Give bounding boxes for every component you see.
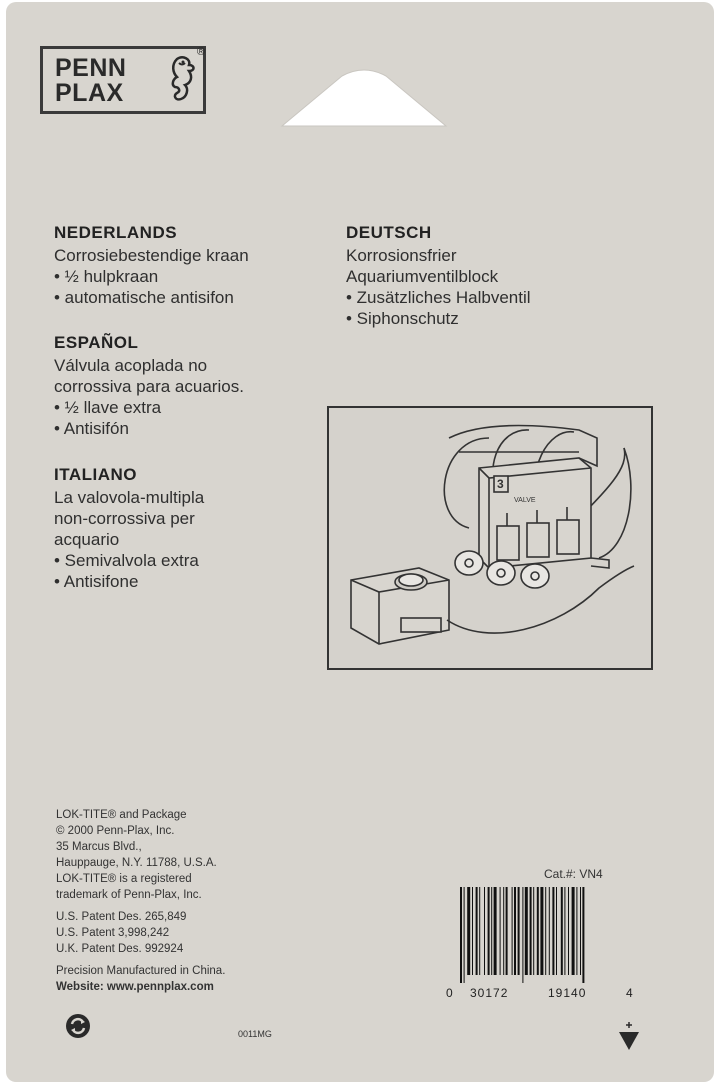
section-nederlands: [54, 222, 249, 308]
barcode-digit-4: 4: [626, 986, 633, 1000]
logo-line-2: PLAX: [55, 79, 124, 107]
section-deutsch: [346, 222, 531, 329]
legal-line: 35 Marcus Blvd.,: [56, 841, 142, 853]
section-title: ESPAÑOL: [54, 333, 139, 352]
barcode-bar: [582, 887, 584, 983]
product-illustration: [327, 406, 653, 670]
text-line: corrossiva para acuarios.: [54, 377, 244, 396]
package-back-card: [6, 2, 714, 1082]
barcode-bar: [500, 887, 501, 975]
barcode-bar: [572, 887, 575, 975]
barcode-digit-1: 0: [446, 986, 453, 1000]
barcode-bar: [472, 887, 473, 975]
barcode-bar: [503, 887, 504, 975]
section-title: NEDERLANDS: [54, 223, 178, 242]
text-line: Korrosionsfrier: [346, 246, 457, 265]
legal-line: LOK-TITE® and Package: [56, 809, 187, 821]
patent-line: U.K. Patent Des. 992924: [56, 943, 184, 955]
barcode-bar: [549, 887, 550, 975]
barcode-bar: [479, 887, 480, 975]
barcode-digits-3: 19140: [548, 986, 587, 1000]
text-line: Aquariumventilblock: [346, 267, 499, 286]
legal-block: [56, 807, 225, 995]
patent-line: U.S. Patent Des. 265,849: [56, 911, 187, 923]
barcode-bar: [576, 887, 577, 975]
barcode-bar: [533, 887, 534, 975]
valve-number: 3: [497, 477, 504, 491]
penn-plax-logo: [40, 46, 206, 114]
valve-label: VALVE: [514, 497, 536, 504]
hang-hole: [272, 68, 456, 128]
down-triangle-icon: [617, 1022, 641, 1052]
text-line: • ½ hulpkraan: [54, 267, 159, 286]
barcode-bar: [518, 887, 520, 975]
barcode-bar: [522, 887, 523, 983]
barcode-bar: [506, 887, 508, 975]
legal-line: © 2000 Penn-Plax, Inc.: [56, 825, 175, 837]
valve-pump-drawing: [329, 408, 651, 668]
barcode-bar: [488, 887, 490, 975]
website-line: Website: www.pennplax.com: [56, 981, 214, 993]
barcode-bar: [556, 887, 557, 975]
print-code: 0011MG: [238, 1029, 272, 1039]
section-title: DEUTSCH: [346, 223, 432, 242]
barcode-bar: [540, 887, 543, 975]
barcode: [446, 885, 636, 1000]
text-line: Válvula acoplada no: [54, 356, 208, 375]
barcode-bar: [467, 887, 470, 975]
text-line: La valovola-multipla: [54, 488, 205, 507]
catalog-number: Cat.#: VN4: [544, 867, 603, 881]
seahorse-icon: [163, 53, 199, 109]
barcode-digits-2: 30172: [470, 986, 509, 1000]
legal-line: Hauppauge, N.Y. 11788, U.S.A.: [56, 857, 217, 869]
text-line: • Zusätzliches Halbventil: [346, 288, 531, 307]
patent-line: U.S. Patent 3,998,242: [56, 927, 170, 939]
barcode-bar: [537, 887, 539, 975]
text-line: • automatische antisifon: [54, 288, 234, 307]
barcode-bar: [564, 887, 565, 975]
barcode-bar: [514, 887, 516, 975]
text-line: • Antisifón: [54, 419, 129, 438]
section-espanol: [54, 332, 244, 439]
barcode-bar: [484, 887, 485, 975]
barcode-bar: [525, 887, 528, 975]
barcode-bar: [545, 887, 546, 975]
barcode-bar: [464, 887, 465, 983]
barcode-bar: [580, 887, 581, 975]
text-line: acquario: [54, 530, 120, 549]
barcode-bar: [476, 887, 478, 975]
section-title: ITALIANO: [54, 465, 138, 484]
section-italiano: [54, 464, 204, 592]
recycle-icon: [64, 1012, 92, 1040]
barcode-bar: [568, 887, 569, 975]
logo-line-1: PENN: [55, 54, 127, 82]
barcode-bar: [552, 887, 554, 975]
text-line: non-corrossiva per: [54, 509, 195, 528]
barcode-bar: [491, 887, 492, 975]
text-line: • Antisifone: [54, 572, 139, 591]
text-line: • Semivalvola extra: [54, 551, 199, 570]
barcode-bar: [530, 887, 532, 975]
text-line: • Siphonschutz: [346, 309, 459, 328]
text-line: • ½ llave extra: [54, 398, 162, 417]
registered-mark: ®: [196, 46, 205, 58]
barcode-bar: [512, 887, 513, 975]
legal-line: trademark of Penn-Plax, Inc.: [56, 889, 202, 901]
barcode-bar: [460, 887, 462, 983]
legal-line: LOK-TITE® is a registered: [56, 873, 192, 885]
made-in-line: Precision Manufactured in China.: [56, 965, 226, 977]
text-line: Corrosiebestendige kraan: [54, 246, 249, 265]
barcode-bar: [561, 887, 563, 975]
barcode-bar: [494, 887, 497, 975]
